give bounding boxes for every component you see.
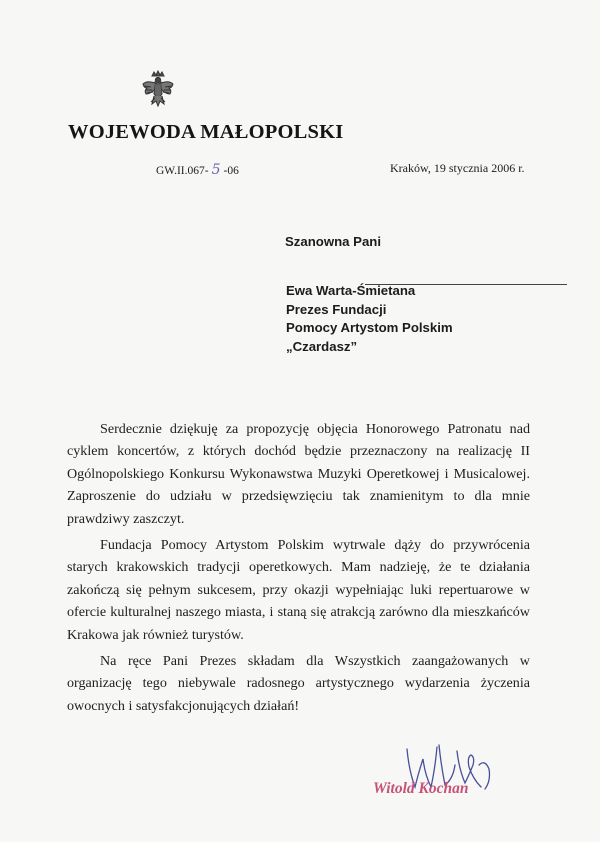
reference-suffix: -06	[223, 165, 239, 177]
recipient-organization-name: „Czardasz”	[286, 338, 358, 354]
body-paragraph-3: Na ręce Pani Prezes składam dla Wszystkich zaangażowanych w organizację tego niebywale radosnego artystycznego wydarzenia życzenia owocnych i satysfakcjonujących działań!	[67, 653, 530, 714]
recipient-block	[286, 282, 453, 356]
office-title: WOJEWODA MAŁOPOLSKI	[68, 121, 344, 143]
recipient-position: Prezes Fundacji	[286, 301, 387, 317]
recipient-organization: Pomocy Artystom Polskim	[286, 320, 453, 335]
letter-body	[67, 418, 530, 721]
reference-handwritten-digit: 5	[211, 162, 221, 178]
body-paragraph-2: Fundacja Pomocy Artystom Polskim wytrwale dąży do przywrócenia starych krakowskich tradycji operetkowych. Mam nadzieję, że te działania zakończą się pełnym sukcesem, przy okazji wypełniając luki repertuarowe w ofercie kulturalnej naszego miasta, i staną się atrakcją zarówno dla mieszkańców Krakowa jak również turystów.	[67, 537, 530, 643]
place-date: Kraków, 19 stycznia 2006 r.	[390, 161, 525, 175]
reference-prefix: GW.II.067-	[156, 165, 209, 177]
recipient-name: Ewa Warta-Śmietana	[286, 283, 416, 298]
salutation: Szanowna Pani	[285, 234, 381, 249]
body-paragraph-1: Serdecznie dziękuję za propozycję objęcia Honorowego Patronatu nad cyklem koncertów, z których dochód będzie przeznaczony na realizację II Ogólnopolskiego Konkursu Wykonawstwa Muzyki Operetkowej i Musicalowej. Zaproszenie do udziału w przedsięwzięciu tak znamienitym to dla mnie prawdziwy zaszczyt.	[67, 421, 530, 527]
reference-number	[156, 162, 239, 178]
polish-eagle-emblem-icon	[141, 70, 175, 114]
signer-name-stamp: Witold Kochan	[373, 780, 469, 797]
